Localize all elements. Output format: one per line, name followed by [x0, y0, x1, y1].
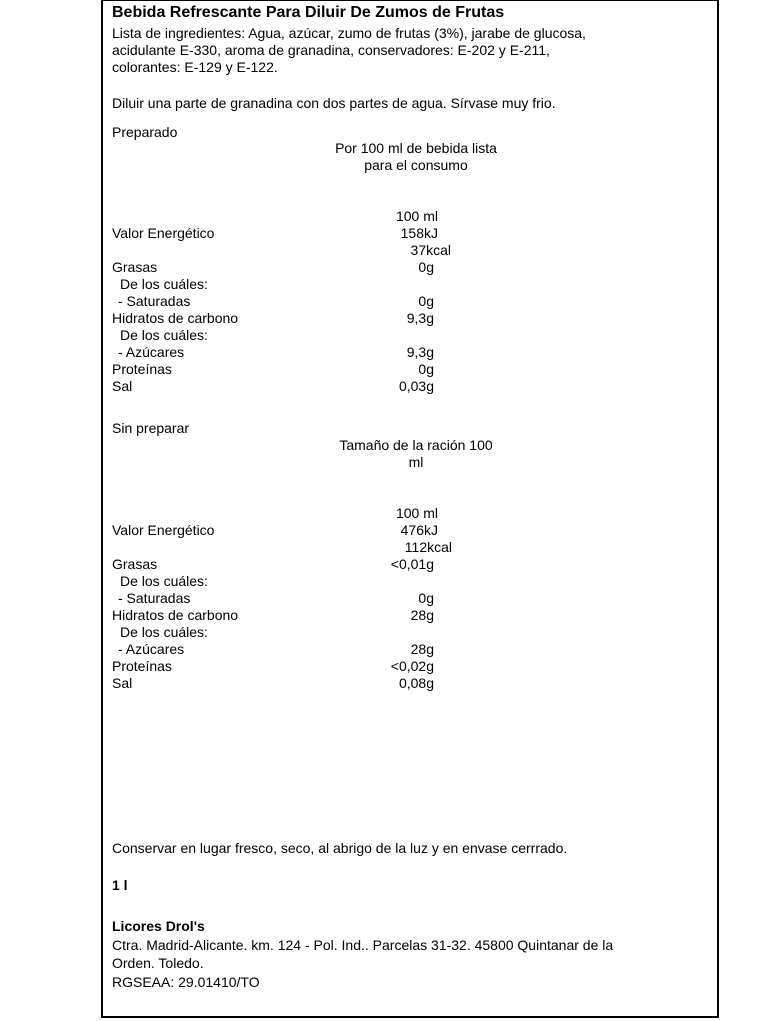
- product-title: Bebida Refrescante Para Diluir De Zumos de Frutas: [112, 4, 505, 21]
- prepared-heading: Preparado: [112, 124, 178, 140]
- unprepared-serving-line: Tamaño de la ración 100: [339, 437, 493, 453]
- ingredients-line: Lista de ingredientes: Agua, azúcar, zumo de frutas (3%), jarabe de glucosa,: [112, 25, 586, 41]
- prepared-energy-label: Valor Energético: [112, 225, 215, 241]
- prepared-row-label: Proteínas: [112, 361, 172, 377]
- prepared-energy-kcal: 37kcal: [410, 242, 451, 258]
- net-volume: 1 l: [112, 877, 128, 893]
- prepared-energy-kj: 158kJ: [400, 225, 438, 241]
- ingredients-line: acidulante E-330, aroma de granadina, conservadores: E-202 y E-211,: [112, 42, 550, 58]
- unprepared-row-value: 28g: [410, 607, 434, 623]
- prepared-row-value: 0g: [418, 259, 434, 275]
- dilution-instructions: Diluir una parte de granadina con dos partes de agua. Sírvase muy frio.: [112, 95, 556, 111]
- unprepared-row-label: De los cuáles:: [120, 624, 208, 640]
- prepared-row-value: 0g: [418, 361, 434, 377]
- unprepared-row-label: Proteínas: [112, 658, 172, 674]
- unprepared-serving-line: ml: [408, 454, 424, 470]
- prepared-row-label: Grasas: [112, 259, 158, 275]
- storage-instructions: Conservar en lugar fresco, seco, al abrigo de la luz y en envase cerrrado.: [112, 840, 568, 856]
- unprepared-row-label: De los cuáles:: [120, 573, 208, 589]
- unprepared-energy-kj: 476kJ: [400, 522, 438, 538]
- prepared-row-label: - Azúcares: [118, 344, 185, 360]
- prepared-row-label: De los cuáles:: [120, 327, 208, 343]
- prepared-serving-line: Por 100 ml de bebida lista: [335, 140, 497, 156]
- unprepared-row-value: <0,01g: [390, 556, 434, 572]
- prepared-row-value: 9,3g: [406, 344, 434, 360]
- company-address-line: Orden. Toledo.: [112, 955, 204, 971]
- unprepared-row-label: - Saturadas: [118, 590, 191, 606]
- prepared-row-value: 0g: [418, 293, 434, 309]
- company-name: Licores Drol's: [112, 918, 205, 934]
- unprepared-row-label: Grasas: [112, 556, 158, 572]
- prepared-serving-line: para el consumo: [364, 157, 468, 173]
- unprepared-unit: 100 ml: [395, 505, 438, 521]
- ingredients-line: colorantes: E-129 y E-122.: [112, 59, 278, 75]
- unprepared-row-label: - Azúcares: [118, 641, 185, 657]
- company-registry: RGSEAA: 29.01410/TO: [112, 974, 260, 990]
- company-address-line: Ctra. Madrid-Alicante. km. 124 - Pol. Ind.. Parcelas 31-32. 45800 Quintanar de la: [112, 937, 614, 953]
- unprepared-row-label: Sal: [112, 675, 133, 691]
- prepared-unit: 100 ml: [395, 208, 438, 224]
- prepared-row-label: Sal: [112, 378, 133, 394]
- unprepared-row-label: Hidratos de carbono: [112, 607, 239, 623]
- unprepared-energy-label: Valor Energético: [112, 522, 215, 538]
- prepared-row-value: 9,3g: [406, 310, 434, 326]
- prepared-row-label: - Saturadas: [118, 293, 191, 309]
- unprepared-row-value: 0,08g: [398, 675, 434, 691]
- prepared-row-value: 0,03g: [398, 378, 434, 394]
- unprepared-heading: Sin preparar: [112, 420, 190, 436]
- unprepared-row-value: 28g: [410, 641, 434, 657]
- prepared-row-label: Hidratos de carbono: [112, 310, 239, 326]
- unprepared-energy-kcal: 112kcal: [404, 539, 452, 555]
- unprepared-row-value: <0,02g: [390, 658, 434, 674]
- prepared-row-label: De los cuáles:: [120, 276, 208, 292]
- unprepared-row-value: 0g: [418, 590, 434, 606]
